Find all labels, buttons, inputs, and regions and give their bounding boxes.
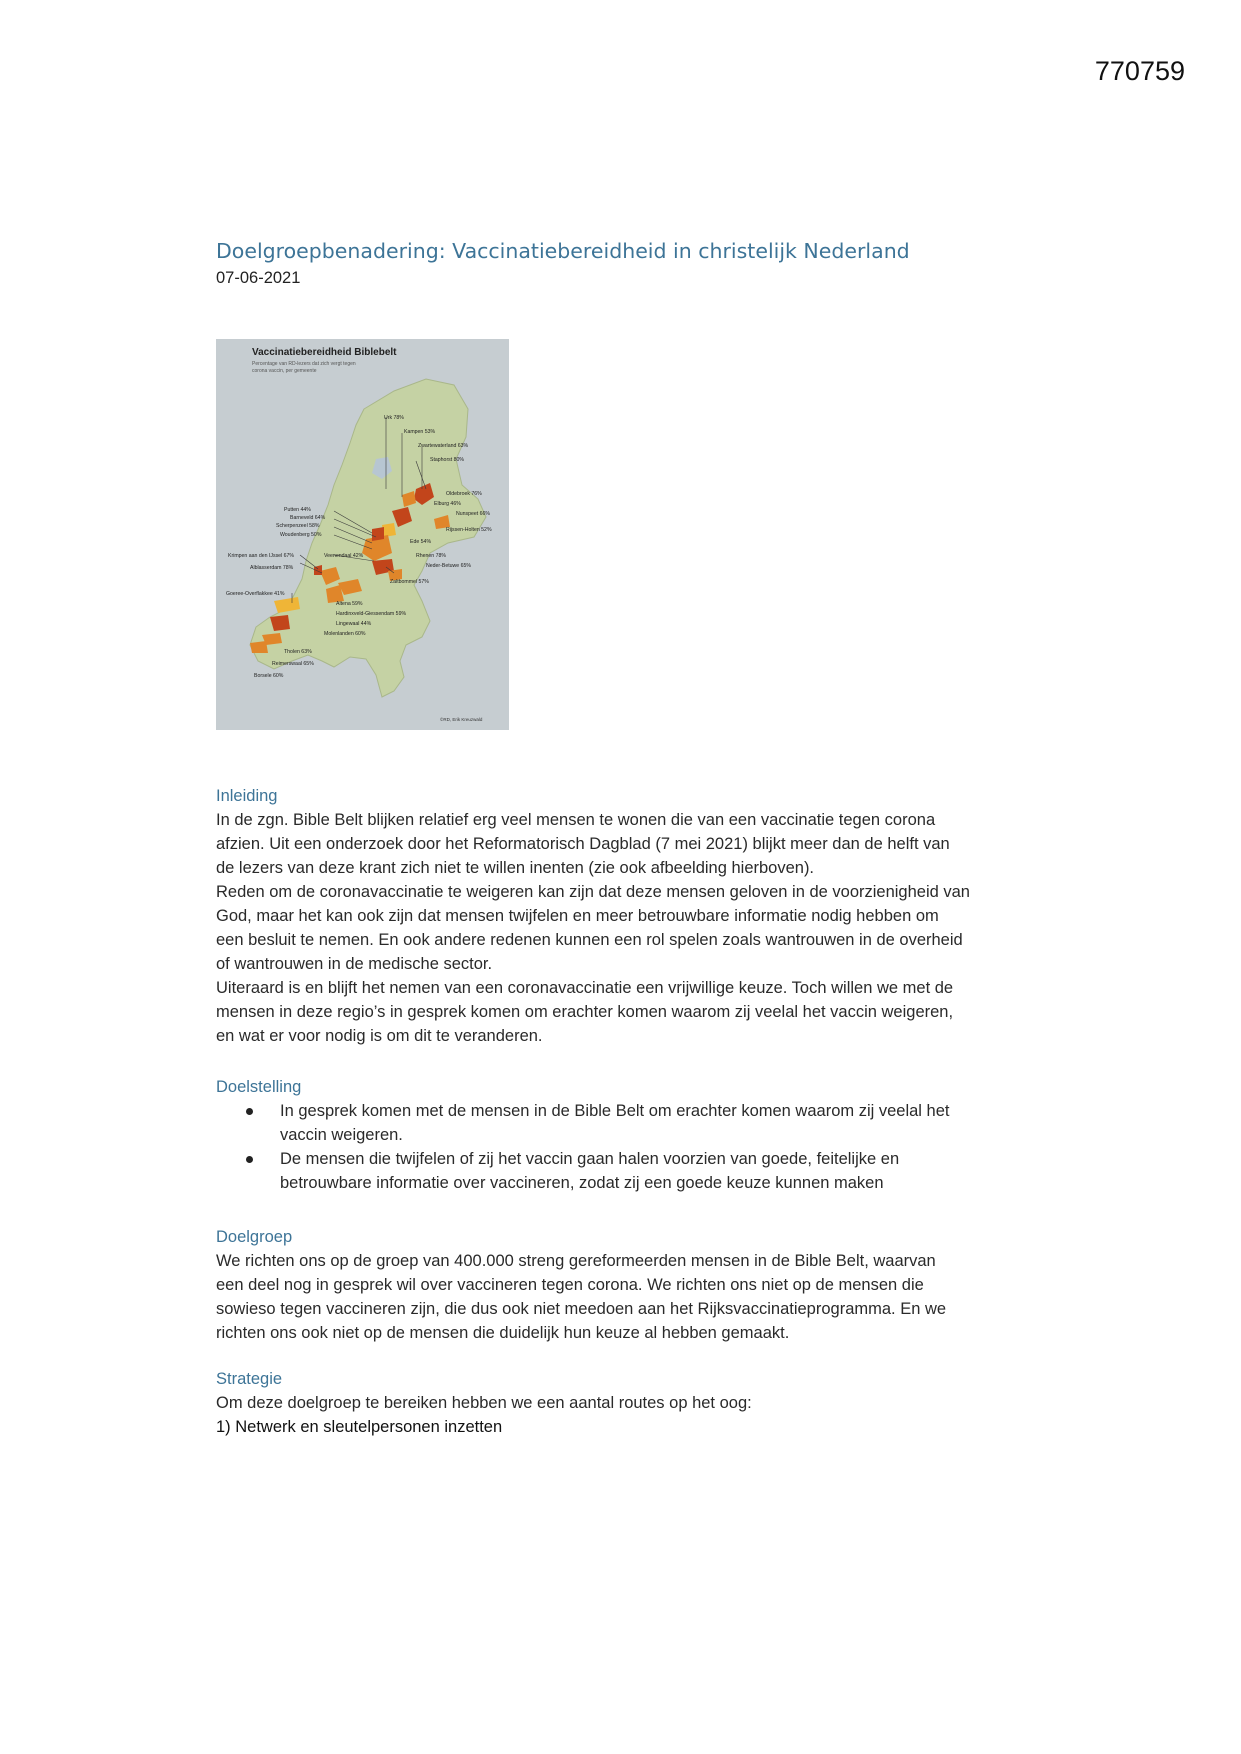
- figure-heading: Vaccinatiebereidheid Biblebelt: [252, 347, 397, 358]
- inleiding-line: Reden om de coronavaccinatie te weigeren kan zijn dat deze mensen geloven in de voorzienigheid van: [216, 883, 970, 901]
- page-title: Doelgroepbenadering: Vaccinatiebereidheid in christelijk Nederland: [216, 239, 910, 263]
- map-label: Barneveld 64%: [290, 515, 326, 521]
- section-doelstelling: [216, 1075, 1056, 1195]
- inleiding-line: en wat er voor nodig is om dit te veranderen.: [216, 1027, 543, 1045]
- bullet-icon: [246, 1156, 253, 1163]
- map-label: Reimerswaal 65%: [272, 661, 314, 667]
- map-label: Putten 44%: [284, 507, 311, 513]
- map-label: Alblasserdam 78%: [250, 565, 294, 571]
- map-label: Kampen 53%: [404, 429, 436, 435]
- inleiding-line: afzien. Uit een onderzoek door het Reformatorisch Dagblad (7 mei 2021) blijkt meer dan de helft van: [216, 835, 950, 853]
- section-doelgroep: [216, 1225, 1056, 1345]
- inleiding-line: een besluit te nemen. En ook andere redenen kunnen een rol spelen zoals wantrouwen in de overheid: [216, 931, 963, 949]
- inleiding-line: de lezers van deze krant zich niet te willen inenten (zie ook afbeelding hierboven).: [216, 859, 815, 877]
- map-label: Rhenen 78%: [416, 553, 446, 559]
- inleiding-line: of wantrouwen in de medische sector.: [216, 955, 493, 973]
- bullet-icon: [246, 1108, 253, 1115]
- doelgroep-line: richten ons ook niet op de mensen die duidelijk hun keuze al hebben gemaakt.: [216, 1324, 790, 1342]
- map-label: Urk 78%: [384, 415, 404, 421]
- map-label: Krimpen aan den IJssel 67%: [228, 553, 295, 559]
- map-label: Elburg 46%: [434, 501, 461, 507]
- map-label: Molenlanden 60%: [324, 631, 366, 637]
- document-date: 07-06-2021: [216, 269, 301, 287]
- strategie-intro: Om deze doelgroep te bereiken hebben we een aantal routes op het oog:: [216, 1394, 752, 1412]
- document-body: [216, 237, 1056, 1436]
- map-label: Veenendaal 42%: [324, 553, 364, 559]
- map-label: Goeree-Overflakkee 41%: [226, 591, 285, 597]
- doelstelling-item: In gesprek komen met de mensen in de Bible Belt om erachter komen waarom zij veelal het vaccin weigeren.: [280, 1099, 1056, 1147]
- map-label: Zaltbommel 57%: [390, 579, 429, 585]
- strategie-route-1: 1) Netwerk en sleutelpersonen inzetten: [216, 1418, 503, 1436]
- doelgroep-line: We richten ons op de groep van 400.000 streng gereformeerden mensen in de Bible Belt, waarvan: [216, 1252, 936, 1270]
- map-label: Rijssen-Holten 52%: [446, 527, 492, 533]
- section-heading-strategie: Strategie: [216, 1370, 283, 1388]
- inleiding-line: mensen in deze regio’s in gesprek komen om erachter komen waarom zij veelal het vaccin weigeren,: [216, 1003, 954, 1021]
- region-barneveld: [372, 527, 384, 541]
- map-label: Nunspeet 66%: [456, 511, 491, 517]
- inleiding-line: In de zgn. Bible Belt blijken relatief erg veel mensen te wonen die van een vaccinatie tegen corona: [216, 811, 936, 829]
- figure-subheading-2: corona vaccin, per gemeente: [252, 368, 317, 374]
- map-label: Ede 54%: [410, 539, 432, 545]
- figure-credit: ©RD, Erik Kreuzwald: [440, 717, 483, 722]
- map-label: Scherpenzeel 58%: [276, 523, 320, 529]
- map-label: Staphorst 80%: [430, 457, 465, 463]
- inleiding-line: Uiteraard is en blijft het nemen van een coronavaccinatie een vrijwillige keuze. Toch willen we met de: [216, 979, 954, 997]
- region-borsele: [250, 641, 268, 653]
- map-label: Lingewaal 44%: [336, 621, 372, 627]
- map-label: Tholen 63%: [284, 649, 312, 655]
- map-label: Zwartewaterland 63%: [418, 443, 469, 449]
- map-label: Borsele 60%: [254, 673, 284, 679]
- section-heading-inleiding: Inleiding: [216, 787, 278, 805]
- inleiding-line: God, maar het kan ook zijn dat mensen twijfelen en meer betrouwbare informatie nodig hebben om: [216, 907, 939, 925]
- document-number: 770759: [1094, 56, 1185, 86]
- section-heading-doelstelling: Doelstelling: [216, 1078, 302, 1096]
- region-elburg: [382, 523, 396, 537]
- map-label: Hardinxveld-Giessendam 59%: [336, 611, 407, 617]
- bible-belt-map-image: [216, 339, 509, 730]
- map-svg: [216, 339, 509, 730]
- doelgroep-line: een deel nog in gesprek wil over vaccineren tegen corona. We richten ons niet op de mensen die: [216, 1276, 924, 1294]
- section-inleiding: [216, 784, 1056, 1048]
- doelstelling-list: [216, 1099, 1056, 1195]
- map-label: Neder-Betuwe 65%: [426, 563, 471, 569]
- map-label: Altena 59%: [336, 601, 363, 607]
- doelstelling-item: De mensen die twijfelen of zij het vaccin gaan halen voorzien van goede, feitelijke en betrouwbare informatie over vaccineren, zodat zij een goede keuze kunnen maken: [280, 1147, 1056, 1195]
- map-label: Woudenberg 50%: [280, 532, 322, 538]
- section-strategie: [216, 1367, 1056, 1439]
- map-label: Oldebroek 76%: [446, 491, 482, 497]
- figure-subheading-1: Percentage van RD-lezers dat zich vergt tegen: [252, 361, 356, 367]
- doelgroep-line: sowieso tegen vaccineren zijn, die dus ook niet meedoen aan het Rijksvaccinatieprogramma. En we: [216, 1300, 947, 1318]
- section-heading-doelgroep: Doelgroep: [216, 1228, 293, 1246]
